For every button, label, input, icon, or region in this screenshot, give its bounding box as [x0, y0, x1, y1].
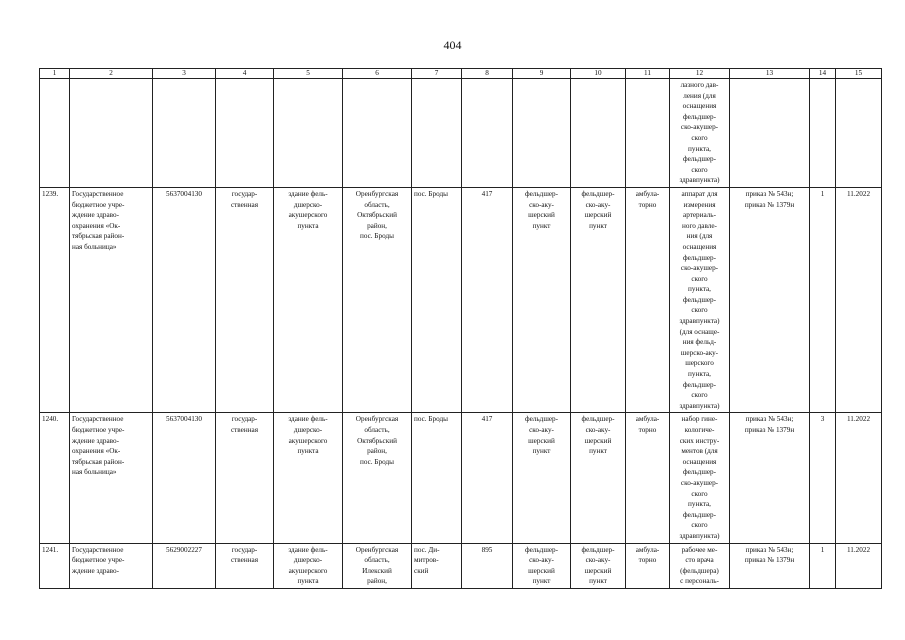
code-cell: 5629002227: [153, 543, 216, 588]
date-cell: 11.2022: [836, 543, 882, 588]
facility-type-cell: фельдшер- ско-аку- шерский пункт: [513, 187, 571, 412]
table-body: [40, 79, 882, 589]
care-mode-cell: амбула- торно: [626, 187, 670, 412]
column-header: 4: [216, 69, 274, 79]
organization-cell: Государственное бюджетное учре- ждение здраво-: [70, 543, 153, 588]
column-header: 5: [274, 69, 343, 79]
facility-type-cell: фельдшер- ско-аку- шерский пункт: [513, 543, 571, 588]
row-number-cell: [40, 79, 70, 188]
equipment-cell: аппарат для измерения артериаль- ного давле- ния (для оснащения фельдшер- ско-акушер- ского пункта, фельдшер- ского здравпункта) (для оснаще- ния фельд- шерско-аку- шерского пункта, фельдшер- ского здравпункта): [670, 187, 730, 412]
column-header: 3: [153, 69, 216, 79]
quantity-cell: 1: [810, 543, 836, 588]
number-cell: [462, 79, 513, 188]
building-cell: [274, 79, 343, 188]
equipment-cell: набор гине- кологиче- ских инстру- ментов (для оснащения фельдшер- ско-акушер- ского пункта, фельдшер- ского здравпункта): [670, 413, 730, 543]
column-header: 1: [40, 69, 70, 79]
page-number: 404: [443, 38, 462, 52]
number-cell: 417: [462, 187, 513, 412]
quantity-cell: [810, 79, 836, 188]
column-header: 13: [730, 69, 810, 79]
row-number-cell: 1239.: [40, 187, 70, 412]
row-number-cell: 1240.: [40, 413, 70, 543]
column-header: 8: [462, 69, 513, 79]
address-cell: Оренбургская область, Октябрьский район, пос. Броды: [343, 413, 412, 543]
facility-subtype-cell: фельдшер- ско-аку- шерский пункт: [571, 413, 626, 543]
building-cell: здание фель- дшерско- акушерского пункта: [274, 187, 343, 412]
column-header: 9: [513, 69, 571, 79]
locality-cell: [412, 79, 462, 188]
column-header: 10: [571, 69, 626, 79]
code-cell: 5637004130: [153, 413, 216, 543]
locality-cell: пос. Ди- митров- ский: [412, 543, 462, 588]
ownership-cell: [216, 79, 274, 188]
locality-cell: пос. Броды: [412, 413, 462, 543]
table-row: [40, 543, 882, 588]
facility-type-cell: фельдшер- ско-аку- шерский пункт: [513, 413, 571, 543]
date-cell: 11.2022: [836, 413, 882, 543]
table-row: [40, 79, 882, 188]
facility-subtype-cell: [571, 79, 626, 188]
ownership-cell: государ- ственная: [216, 543, 274, 588]
column-header: 6: [343, 69, 412, 79]
column-header: 2: [70, 69, 153, 79]
ownership-cell: государ- ственная: [216, 187, 274, 412]
equipment-cell: лазного дав- ления (для оснащения фельдшер- ско-акушер- ского пункта, фельдшер- ского здравпункта): [670, 79, 730, 188]
building-cell: здание фель- дшерско- акушерского пункта: [274, 413, 343, 543]
order-cell: приказ № 543н; приказ № 1379н: [730, 187, 810, 412]
table-row: [40, 187, 882, 412]
quantity-cell: 1: [810, 187, 836, 412]
row-number-cell: 1241.: [40, 543, 70, 588]
column-header: 7: [412, 69, 462, 79]
locality-cell: пос. Броды: [412, 187, 462, 412]
column-header: 14: [810, 69, 836, 79]
column-header: 15: [836, 69, 882, 79]
date-cell: [836, 79, 882, 188]
code-cell: 5637004130: [153, 187, 216, 412]
order-cell: приказ № 543н; приказ № 1379н: [730, 413, 810, 543]
number-cell: 417: [462, 413, 513, 543]
organization-cell: Государственное бюджетное учре- ждение здраво- охранения «Ок- тябрьская район- ная больница»: [70, 187, 153, 412]
address-cell: Оренбургская область, Илекский район,: [343, 543, 412, 588]
facility-type-cell: [513, 79, 571, 188]
building-cell: здание фель- дшерско- акушерского пункта: [274, 543, 343, 588]
address-cell: [343, 79, 412, 188]
care-mode-cell: [626, 79, 670, 188]
code-cell: [153, 79, 216, 188]
column-number-row: [40, 69, 882, 79]
table-row: [40, 413, 882, 543]
order-cell: приказ № 543н; приказ № 1379н: [730, 543, 810, 588]
facility-subtype-cell: фельдшер- ско-аку- шерский пункт: [571, 543, 626, 588]
order-cell: [730, 79, 810, 188]
care-mode-cell: амбула- торно: [626, 543, 670, 588]
equipment-cell: рабочее ме- сто врача (фельдшера) с персональ-: [670, 543, 730, 588]
quantity-cell: 3: [810, 413, 836, 543]
ownership-cell: государ- ственная: [216, 413, 274, 543]
column-header: 11: [626, 69, 670, 79]
number-cell: 895: [462, 543, 513, 588]
care-mode-cell: амбула- торно: [626, 413, 670, 543]
address-cell: Оренбургская область, Октябрьский район, пос. Броды: [343, 187, 412, 412]
table-header: [40, 69, 882, 79]
facility-subtype-cell: фельдшер- ско-аку- шерский пункт: [571, 187, 626, 412]
organization-cell: [70, 79, 153, 188]
register-table: [39, 68, 882, 589]
date-cell: 11.2022: [836, 187, 882, 412]
organization-cell: Государственное бюджетное учре- ждение здраво- охранения «Ок- тябрьская район- ная больница»: [70, 413, 153, 543]
column-header: 12: [670, 69, 730, 79]
